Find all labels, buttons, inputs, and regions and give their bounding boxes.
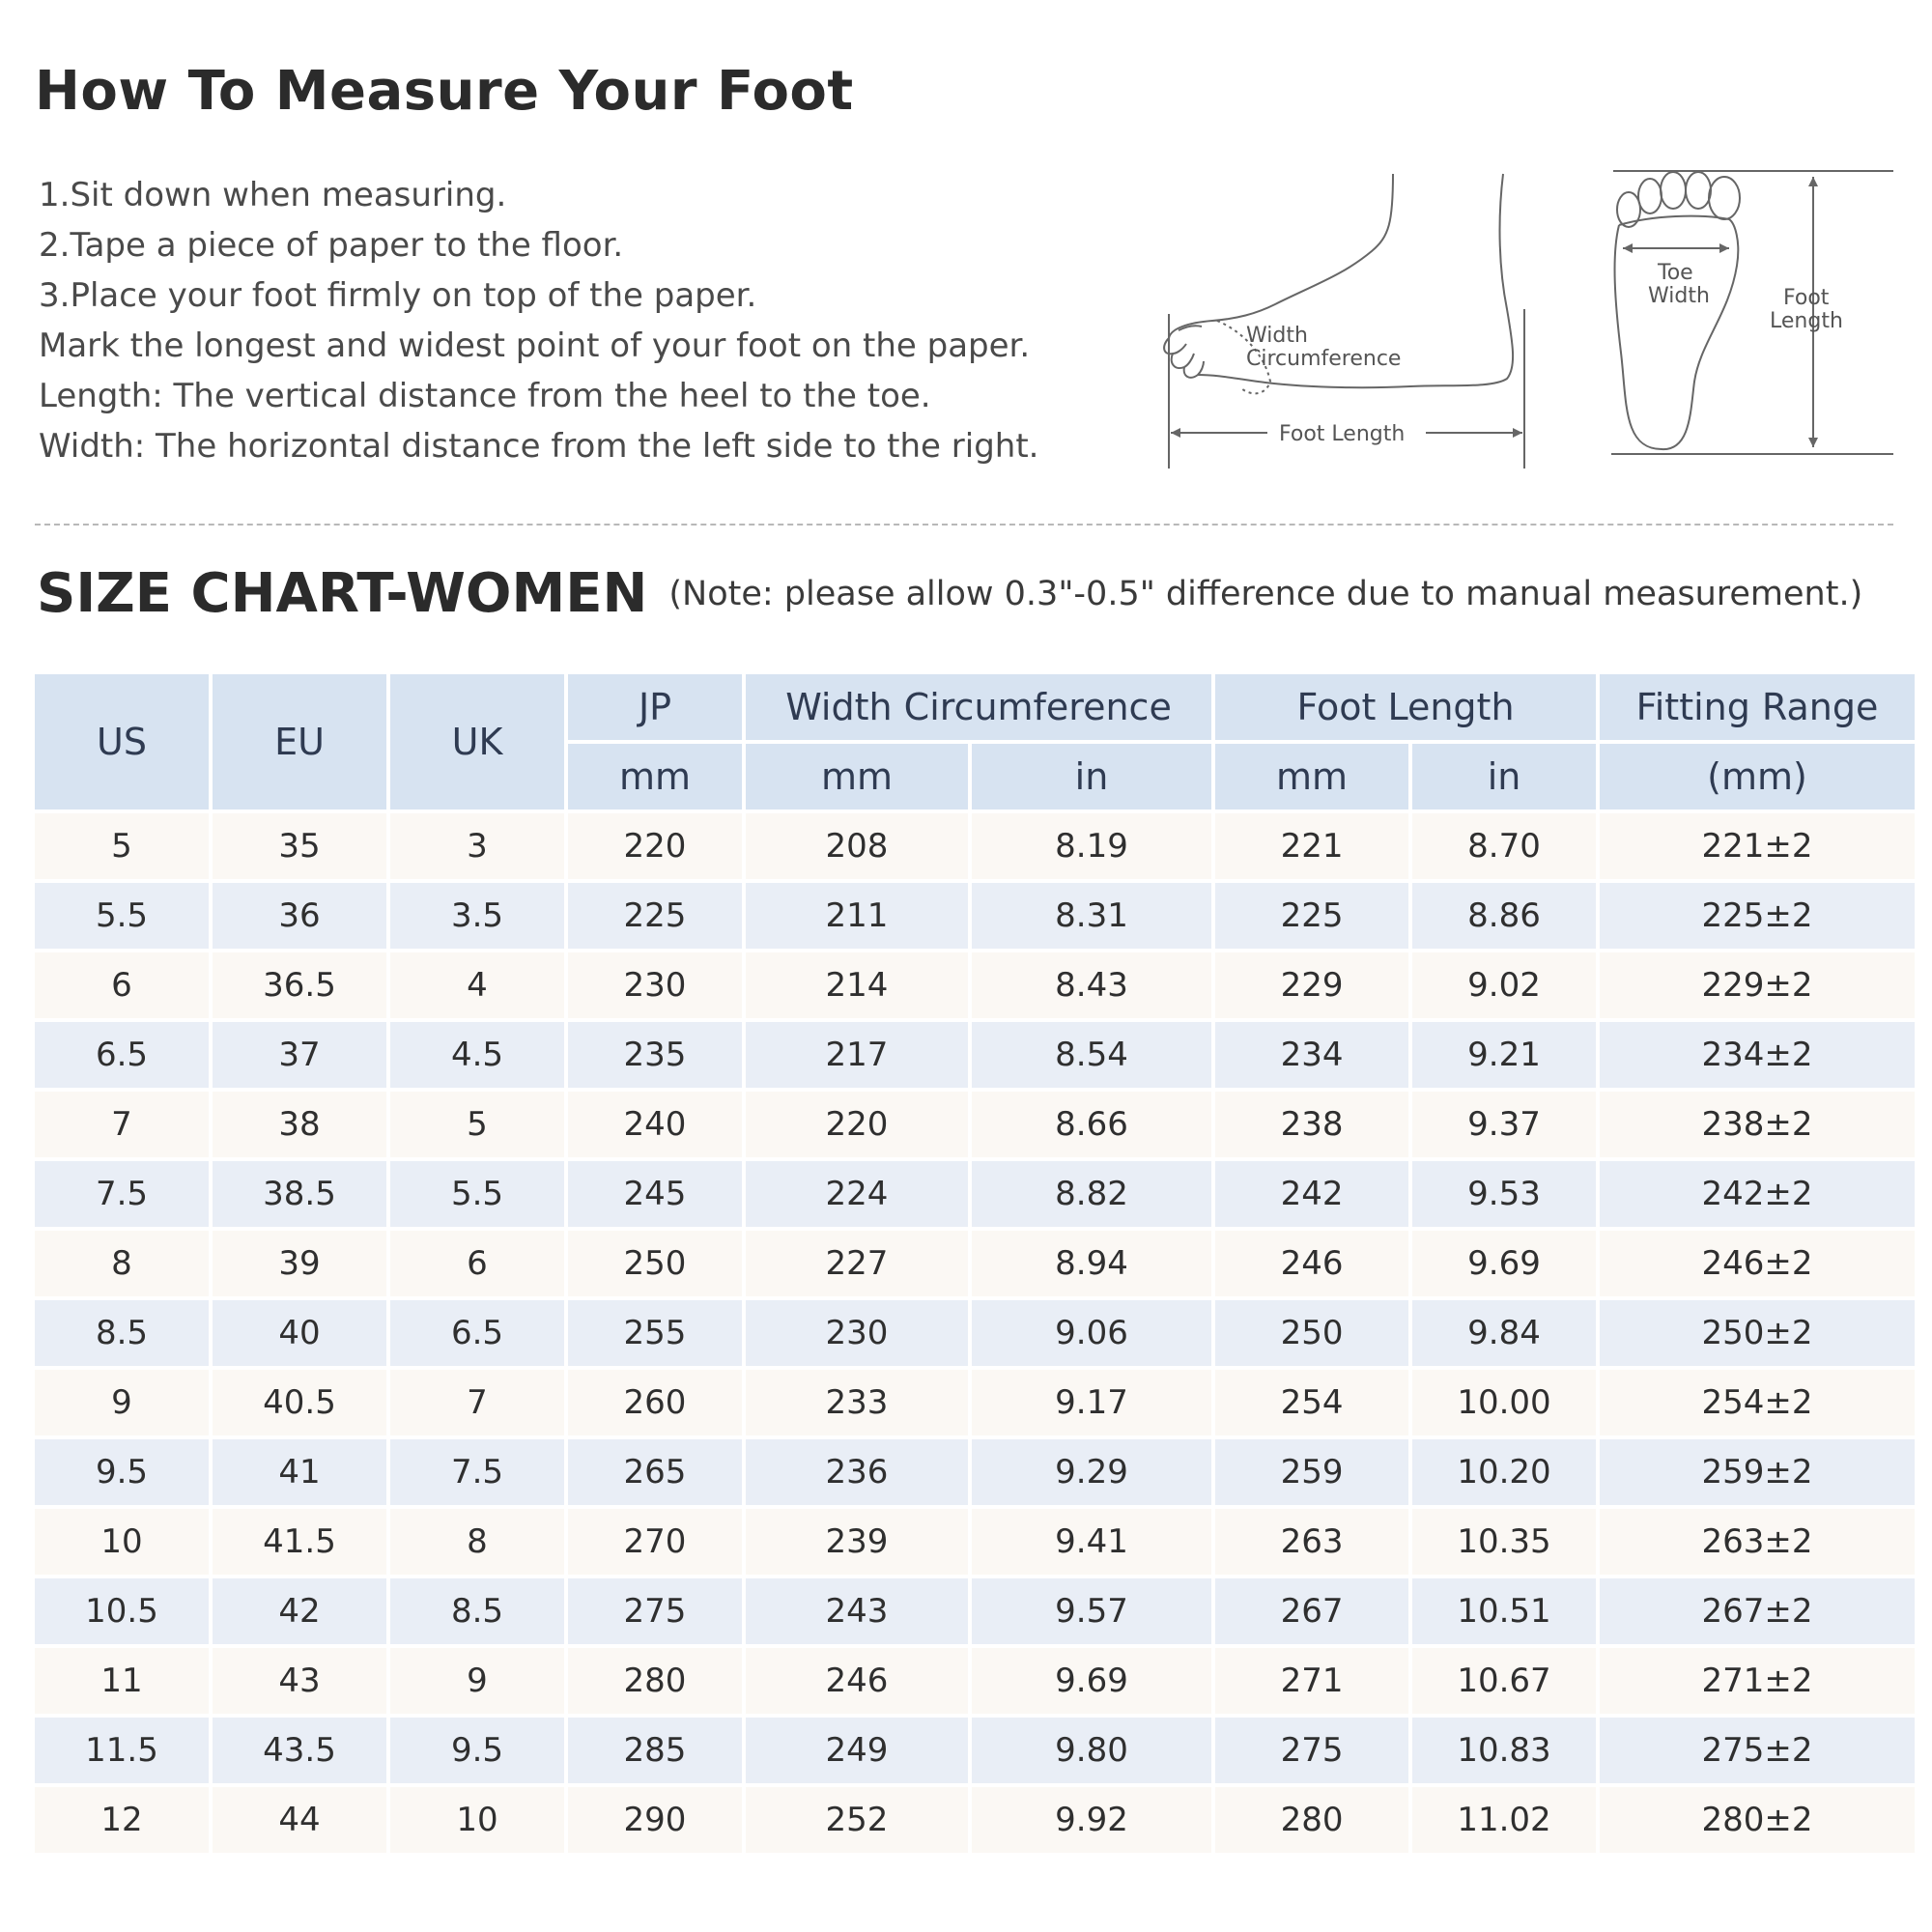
cell-fl-mm: 263 bbox=[1215, 1509, 1408, 1578]
cell-eu: 38.5 bbox=[213, 1161, 386, 1231]
cell-wc-in: 9.80 bbox=[972, 1718, 1211, 1787]
cell-eu: 42 bbox=[213, 1578, 386, 1648]
cell-fl-in: 10.00 bbox=[1412, 1370, 1596, 1439]
cell-fl-in: 10.67 bbox=[1412, 1648, 1596, 1718]
instruction-step: 1.Sit down when measuring. bbox=[39, 176, 507, 214]
table-row bbox=[35, 883, 1915, 952]
cell-jp-mm: 255 bbox=[568, 1300, 742, 1370]
cell-wc-mm: 217 bbox=[746, 1022, 968, 1092]
cell-fl-mm: 221 bbox=[1215, 813, 1408, 883]
cell-jp-mm: 230 bbox=[568, 952, 742, 1022]
top-foot-illustration bbox=[1594, 159, 1903, 459]
cell-fl-in: 9.37 bbox=[1412, 1092, 1596, 1161]
table-row bbox=[35, 1648, 1915, 1718]
cell-wc-in: 8.82 bbox=[972, 1161, 1211, 1231]
cell-fitting-range: 280±2 bbox=[1600, 1787, 1915, 1857]
cell-wc-in: 8.94 bbox=[972, 1231, 1211, 1300]
cell-uk: 8.5 bbox=[390, 1578, 564, 1648]
cell-wc-mm: 208 bbox=[746, 813, 968, 883]
cell-us: 7.5 bbox=[35, 1161, 209, 1231]
cell-eu: 41 bbox=[213, 1439, 386, 1509]
cell-fitting-range: 225±2 bbox=[1600, 883, 1915, 952]
cell-jp-mm: 250 bbox=[568, 1231, 742, 1300]
cell-uk: 6 bbox=[390, 1231, 564, 1300]
cell-wc-in: 9.92 bbox=[972, 1787, 1211, 1857]
table-row bbox=[35, 1161, 1915, 1231]
cell-jp-mm: 285 bbox=[568, 1718, 742, 1787]
header-us: US bbox=[35, 674, 209, 813]
instructions-list bbox=[39, 170, 1038, 471]
header-fl-in: in bbox=[1412, 744, 1596, 813]
toe-width-label-2: Width bbox=[1648, 284, 1710, 308]
size-chart-body bbox=[35, 813, 1915, 1857]
cell-uk: 3.5 bbox=[390, 883, 564, 952]
cell-us: 8 bbox=[35, 1231, 209, 1300]
cell-wc-mm: 227 bbox=[746, 1231, 968, 1300]
cell-uk: 7.5 bbox=[390, 1439, 564, 1509]
cell-uk: 9 bbox=[390, 1648, 564, 1718]
cell-wc-in: 9.57 bbox=[972, 1578, 1211, 1648]
header-wc-mm: mm bbox=[746, 744, 968, 813]
cell-fitting-range: 259±2 bbox=[1600, 1439, 1915, 1509]
cell-eu: 41.5 bbox=[213, 1509, 386, 1578]
cell-us: 9.5 bbox=[35, 1439, 209, 1509]
cell-fl-in: 11.02 bbox=[1412, 1787, 1596, 1857]
cell-jp-mm: 270 bbox=[568, 1509, 742, 1578]
size-chart-note: (Note: please allow 0.3"-0.5" difference due to manual measurement.) bbox=[668, 574, 1863, 613]
cell-jp-mm: 220 bbox=[568, 813, 742, 883]
cell-fitting-range: 254±2 bbox=[1600, 1370, 1915, 1439]
cell-uk: 6.5 bbox=[390, 1300, 564, 1370]
cell-fl-mm: 280 bbox=[1215, 1787, 1408, 1857]
cell-uk: 5 bbox=[390, 1092, 564, 1161]
cell-fl-in: 10.20 bbox=[1412, 1439, 1596, 1509]
cell-fl-mm: 225 bbox=[1215, 883, 1408, 952]
cell-wc-mm: 239 bbox=[746, 1509, 968, 1578]
top-foot-length-label-2: Length bbox=[1770, 309, 1843, 333]
header-fitting-range: Fitting Range bbox=[1600, 674, 1915, 744]
cell-uk: 3 bbox=[390, 813, 564, 883]
cell-jp-mm: 240 bbox=[568, 1092, 742, 1161]
cell-eu: 38 bbox=[213, 1092, 386, 1161]
instruction-step: 3.Place your foot firmly on top of the paper. bbox=[39, 276, 757, 315]
header-foot-length: Foot Length bbox=[1215, 674, 1596, 744]
cell-us: 10.5 bbox=[35, 1578, 209, 1648]
cell-eu: 36.5 bbox=[213, 952, 386, 1022]
table-row bbox=[35, 1092, 1915, 1161]
cell-eu: 40 bbox=[213, 1300, 386, 1370]
cell-eu: 37 bbox=[213, 1022, 386, 1092]
top-foot-diagram bbox=[1594, 159, 1903, 459]
size-chart-heading bbox=[37, 562, 1862, 625]
header-jp: JP bbox=[568, 674, 742, 744]
cell-fl-in: 10.35 bbox=[1412, 1509, 1596, 1578]
cell-uk: 4 bbox=[390, 952, 564, 1022]
table-row bbox=[35, 1022, 1915, 1092]
cell-wc-mm: 249 bbox=[746, 1718, 968, 1787]
cell-wc-mm: 236 bbox=[746, 1439, 968, 1509]
table-row bbox=[35, 1439, 1915, 1509]
cell-wc-in: 8.43 bbox=[972, 952, 1211, 1022]
cell-wc-mm: 220 bbox=[746, 1092, 968, 1161]
cell-wc-mm: 243 bbox=[746, 1578, 968, 1648]
instruction-step: Length: The vertical distance from the heel to the toe. bbox=[39, 377, 931, 415]
cell-jp-mm: 245 bbox=[568, 1161, 742, 1231]
cell-eu: 43 bbox=[213, 1648, 386, 1718]
cell-wc-in: 8.31 bbox=[972, 883, 1211, 952]
table-row bbox=[35, 1370, 1915, 1439]
header-eu: EU bbox=[213, 674, 386, 813]
top-foot-length-label-1: Foot bbox=[1783, 286, 1830, 310]
size-chart-table bbox=[31, 674, 1918, 1857]
table-row bbox=[35, 1300, 1915, 1370]
cell-wc-mm: 252 bbox=[746, 1787, 968, 1857]
table-row bbox=[35, 1787, 1915, 1857]
cell-wc-mm: 214 bbox=[746, 952, 968, 1022]
table-row bbox=[35, 1231, 1915, 1300]
width-circumference-label-2: Circumference bbox=[1246, 347, 1402, 371]
cell-fitting-range: 229±2 bbox=[1600, 952, 1915, 1022]
cell-us: 6 bbox=[35, 952, 209, 1022]
cell-fl-in: 9.53 bbox=[1412, 1161, 1596, 1231]
cell-uk: 9.5 bbox=[390, 1718, 564, 1787]
cell-eu: 40.5 bbox=[213, 1370, 386, 1439]
cell-fitting-range: 246±2 bbox=[1600, 1231, 1915, 1300]
cell-wc-mm: 233 bbox=[746, 1370, 968, 1439]
cell-fitting-range: 271±2 bbox=[1600, 1648, 1915, 1718]
header-wc-in: in bbox=[972, 744, 1211, 813]
header-width-circumference: Width Circumference bbox=[746, 674, 1211, 744]
header-fl-mm: mm bbox=[1215, 744, 1408, 813]
cell-fitting-range: 263±2 bbox=[1600, 1509, 1915, 1578]
cell-us: 10 bbox=[35, 1509, 209, 1578]
cell-jp-mm: 280 bbox=[568, 1648, 742, 1718]
cell-wc-mm: 246 bbox=[746, 1648, 968, 1718]
cell-fl-in: 10.83 bbox=[1412, 1718, 1596, 1787]
cell-eu: 36 bbox=[213, 883, 386, 952]
cell-wc-in: 8.54 bbox=[972, 1022, 1211, 1092]
cell-fl-in: 9.69 bbox=[1412, 1231, 1596, 1300]
cell-fl-mm: 234 bbox=[1215, 1022, 1408, 1092]
cell-jp-mm: 260 bbox=[568, 1370, 742, 1439]
table-row bbox=[35, 1718, 1915, 1787]
cell-fl-mm: 242 bbox=[1215, 1161, 1408, 1231]
cell-fl-mm: 246 bbox=[1215, 1231, 1408, 1300]
cell-us: 7 bbox=[35, 1092, 209, 1161]
side-foot-diagram bbox=[1159, 164, 1536, 483]
cell-fitting-range: 242±2 bbox=[1600, 1161, 1915, 1231]
cell-wc-mm: 230 bbox=[746, 1300, 968, 1370]
cell-fl-mm: 250 bbox=[1215, 1300, 1408, 1370]
size-chart-title: SIZE CHART-WOMEN bbox=[37, 562, 648, 625]
cell-uk: 8 bbox=[390, 1509, 564, 1578]
cell-wc-in: 9.29 bbox=[972, 1439, 1211, 1509]
cell-fl-mm: 229 bbox=[1215, 952, 1408, 1022]
header-fitting-unit: (mm) bbox=[1600, 744, 1915, 813]
cell-wc-in: 9.41 bbox=[972, 1509, 1211, 1578]
header-jp-unit: mm bbox=[568, 744, 742, 813]
cell-uk: 7 bbox=[390, 1370, 564, 1439]
table-row bbox=[35, 1578, 1915, 1648]
cell-wc-in: 8.19 bbox=[972, 813, 1211, 883]
cell-jp-mm: 265 bbox=[568, 1439, 742, 1509]
cell-fitting-range: 221±2 bbox=[1600, 813, 1915, 883]
header-uk: UK bbox=[390, 674, 564, 813]
cell-fl-in: 9.02 bbox=[1412, 952, 1596, 1022]
section-divider bbox=[35, 524, 1893, 526]
cell-fitting-range: 275±2 bbox=[1600, 1718, 1915, 1787]
cell-wc-in: 9.17 bbox=[972, 1370, 1211, 1439]
cell-fl-mm: 254 bbox=[1215, 1370, 1408, 1439]
cell-fitting-range: 250±2 bbox=[1600, 1300, 1915, 1370]
cell-fl-mm: 271 bbox=[1215, 1648, 1408, 1718]
cell-fl-in: 9.84 bbox=[1412, 1300, 1596, 1370]
side-foot-length-label: Foot Length bbox=[1279, 422, 1406, 446]
cell-us: 11 bbox=[35, 1648, 209, 1718]
cell-fl-mm: 275 bbox=[1215, 1718, 1408, 1787]
cell-eu: 43.5 bbox=[213, 1718, 386, 1787]
cell-uk: 5.5 bbox=[390, 1161, 564, 1231]
cell-uk: 10 bbox=[390, 1787, 564, 1857]
cell-wc-in: 8.66 bbox=[972, 1092, 1211, 1161]
cell-fl-in: 8.86 bbox=[1412, 883, 1596, 952]
table-row bbox=[35, 813, 1915, 883]
cell-jp-mm: 290 bbox=[568, 1787, 742, 1857]
cell-fitting-range: 238±2 bbox=[1600, 1092, 1915, 1161]
instruction-step: 2.Tape a piece of paper to the floor. bbox=[39, 226, 624, 265]
instruction-step: Mark the longest and widest point of your foot on the paper. bbox=[39, 327, 1031, 365]
table-row bbox=[35, 1509, 1915, 1578]
cell-wc-mm: 224 bbox=[746, 1161, 968, 1231]
cell-us: 5.5 bbox=[35, 883, 209, 952]
cell-eu: 39 bbox=[213, 1231, 386, 1300]
cell-us: 8.5 bbox=[35, 1300, 209, 1370]
cell-us: 11.5 bbox=[35, 1718, 209, 1787]
cell-fl-in: 9.21 bbox=[1412, 1022, 1596, 1092]
cell-fl-in: 10.51 bbox=[1412, 1578, 1596, 1648]
cell-wc-in: 9.06 bbox=[972, 1300, 1211, 1370]
cell-eu: 44 bbox=[213, 1787, 386, 1857]
cell-jp-mm: 225 bbox=[568, 883, 742, 952]
instruction-step: Width: The horizontal distance from the left side to the right. bbox=[39, 427, 1039, 466]
cell-wc-mm: 211 bbox=[746, 883, 968, 952]
cell-uk: 4.5 bbox=[390, 1022, 564, 1092]
cell-wc-in: 9.69 bbox=[972, 1648, 1211, 1718]
width-circumference-label-1: Width bbox=[1246, 324, 1308, 348]
cell-fl-in: 8.70 bbox=[1412, 813, 1596, 883]
cell-fitting-range: 267±2 bbox=[1600, 1578, 1915, 1648]
cell-fl-mm: 259 bbox=[1215, 1439, 1408, 1509]
cell-jp-mm: 235 bbox=[568, 1022, 742, 1092]
cell-jp-mm: 275 bbox=[568, 1578, 742, 1648]
cell-us: 9 bbox=[35, 1370, 209, 1439]
cell-us: 6.5 bbox=[35, 1022, 209, 1092]
cell-us: 5 bbox=[35, 813, 209, 883]
cell-fl-mm: 238 bbox=[1215, 1092, 1408, 1161]
toe-width-label-1: Toe bbox=[1658, 261, 1693, 285]
cell-eu: 35 bbox=[213, 813, 386, 883]
cell-fl-mm: 267 bbox=[1215, 1578, 1408, 1648]
cell-fitting-range: 234±2 bbox=[1600, 1022, 1915, 1092]
page-title: How To Measure Your Foot bbox=[35, 60, 854, 123]
cell-us: 12 bbox=[35, 1787, 209, 1857]
table-row bbox=[35, 952, 1915, 1022]
side-foot-illustration bbox=[1159, 164, 1536, 483]
